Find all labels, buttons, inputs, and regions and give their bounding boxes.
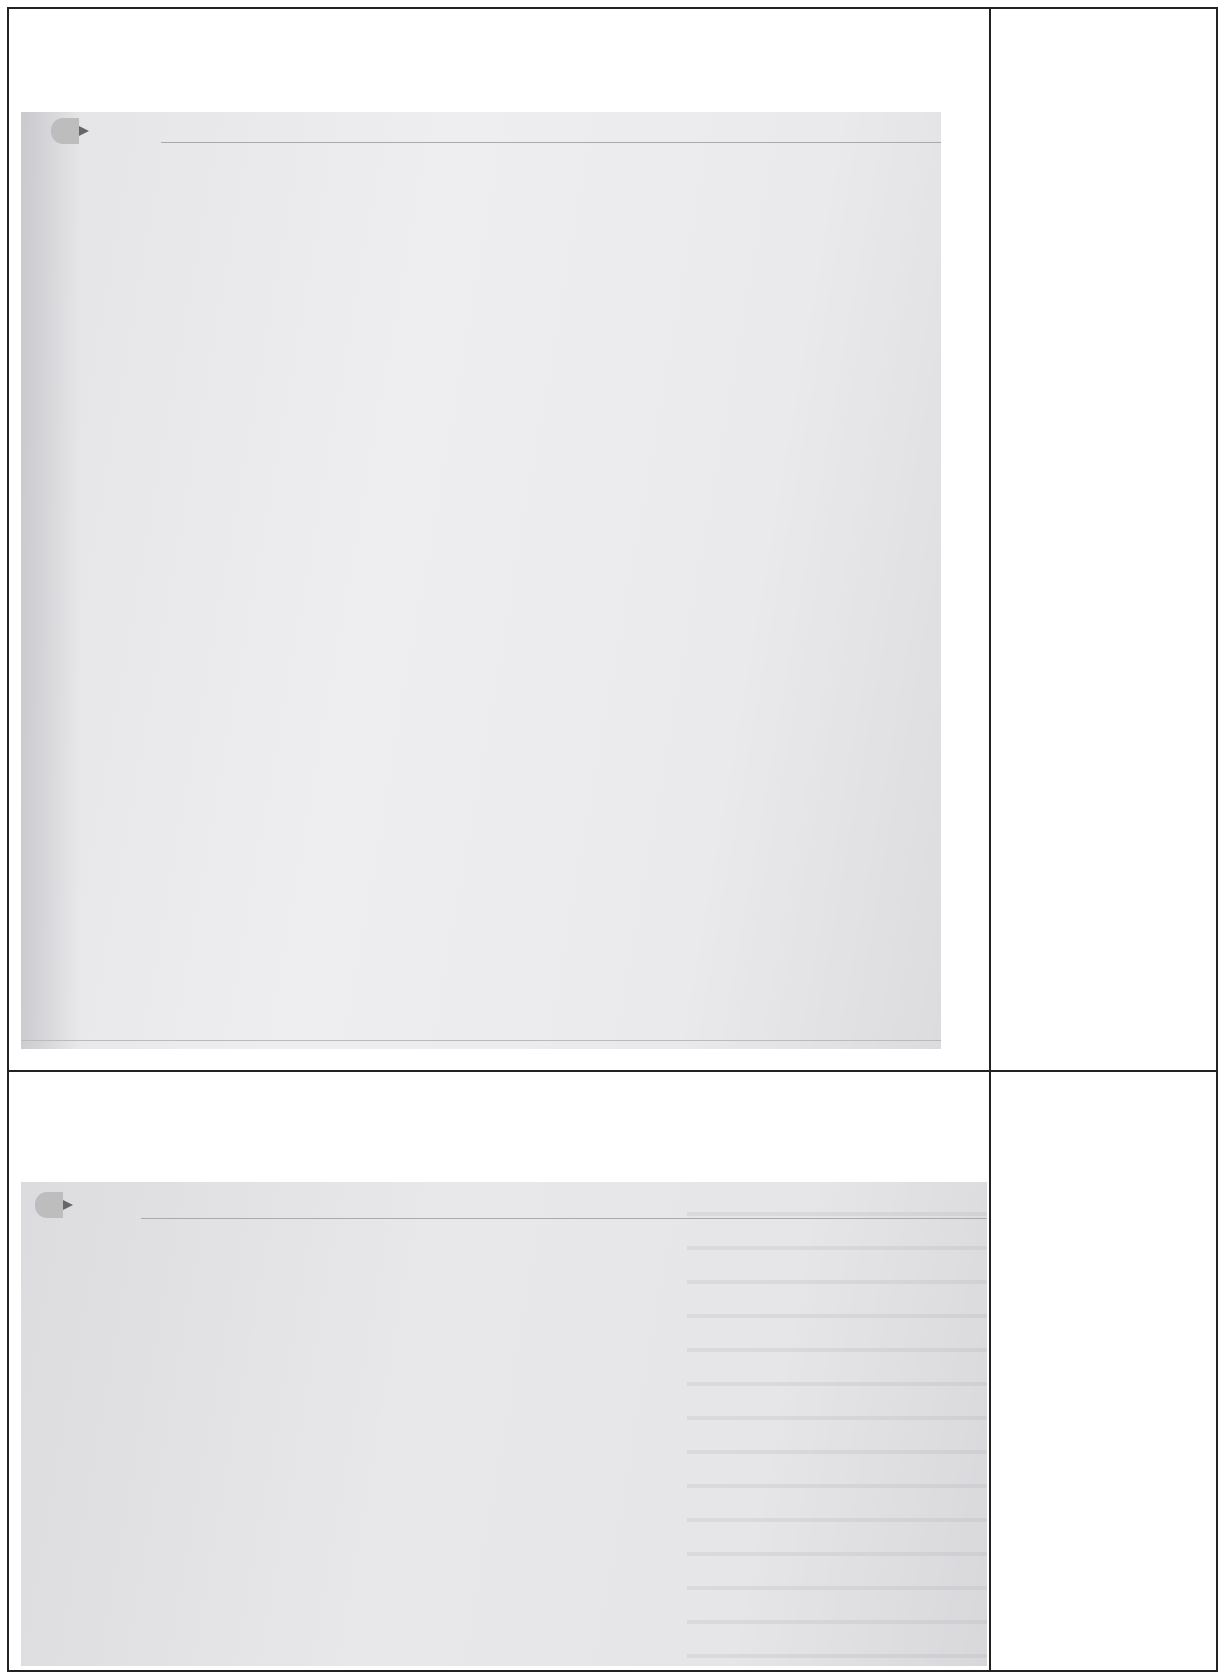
- question-row-1: [9, 9, 1216, 1072]
- regression-output-photo: [21, 112, 941, 1049]
- answer-cell-1: [991, 9, 1216, 1070]
- dendrogram-photo: [21, 1182, 987, 1666]
- photo-shadow: [21, 112, 81, 1049]
- divider-line: [161, 142, 941, 143]
- divider-line: [21, 1040, 941, 1041]
- question-cell-1: [9, 9, 991, 1070]
- dendrogram-plot: [21, 1182, 987, 1666]
- answer-cell-2: [991, 1072, 1216, 1672]
- question-table: [7, 7, 1218, 1672]
- below-tag: [51, 118, 79, 144]
- coefficients-table: [66, 447, 926, 456]
